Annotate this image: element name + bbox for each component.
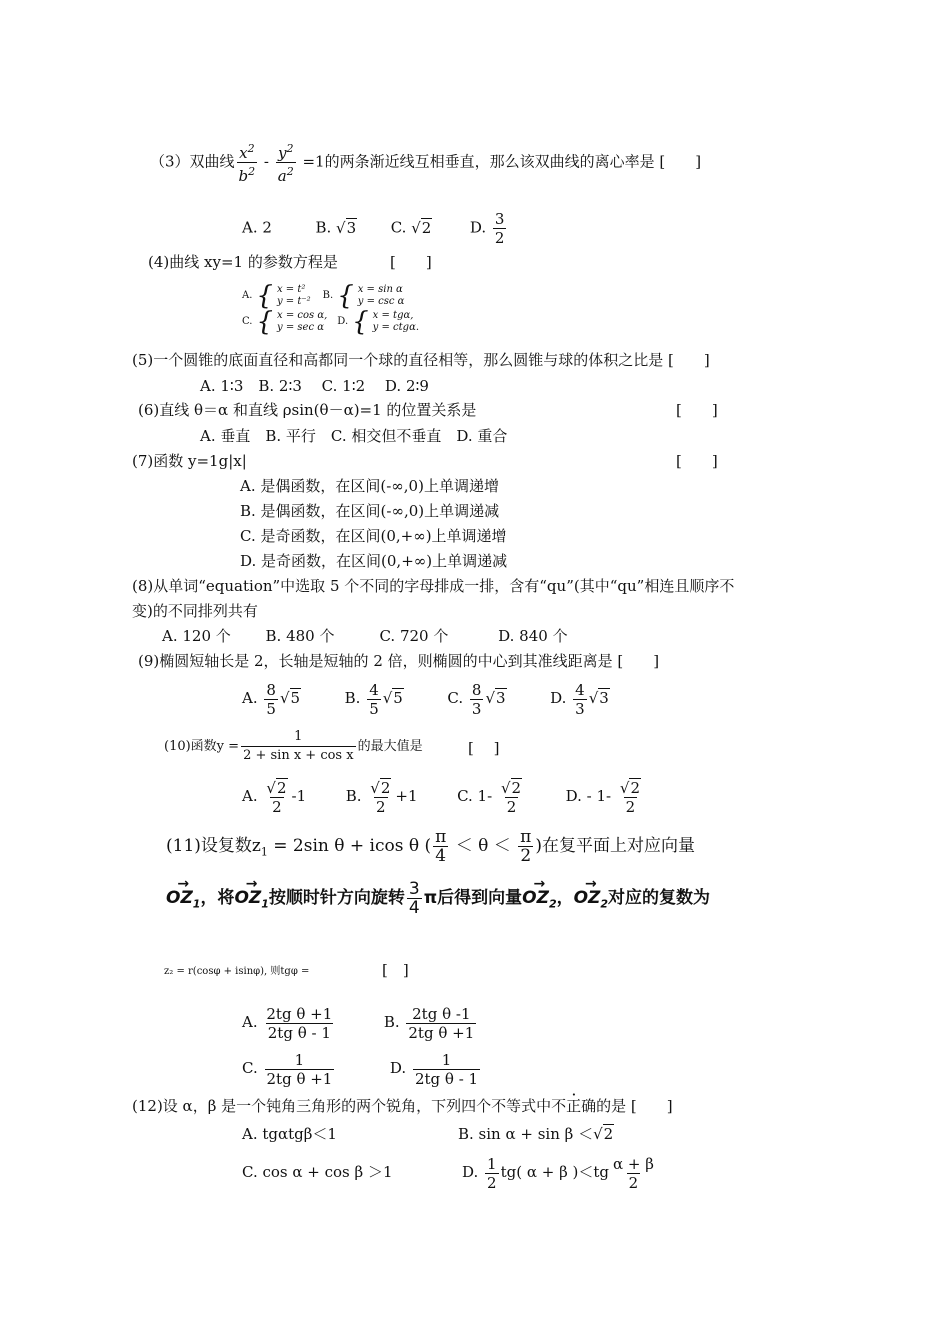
q3-y2-a2-fraction: $\frac{y^2}{a^2}$ (277, 142, 294, 185)
q4-option-c-label: C. (242, 316, 253, 327)
q3-option-b-sqrt: √3 (336, 218, 357, 237)
q3-tail: 的两条渐近线互相垂直，那么该双曲线的离心率是 [ ] (324, 152, 702, 171)
q11-text-c: )在复平面上对应向量 (535, 836, 695, 856)
q11-option-c-fraction: $\frac{1}{\text{2tg θ +1}}$ (266, 1050, 333, 1088)
question-8-line1: (8)从单词“equation”中选取 5 个不同的字母排成一排，含有“qu”(其中“qu”相连且顺序不 (132, 577, 735, 595)
q12-text-b: 的是 [ ] (596, 1097, 673, 1115)
question-8-line2: 变)的不同排列共有 (132, 602, 258, 620)
q11-vector-oz2-b: → $OZ_2$ (574, 878, 608, 924)
q11-text-f: π后得到向量 (423, 888, 523, 908)
q3-option-c-sqrt: √2 (411, 218, 432, 237)
q9-options (242, 678, 610, 718)
q10-option-a-fraction: $\frac{√2}{2}$ (266, 778, 287, 816)
q11-vector-oz1: → $OZ_1$ (166, 878, 200, 924)
q9-option-d-fraction: $\frac{4}{3}$ (575, 680, 585, 718)
q11-inequality: ＜ θ ＜ (450, 836, 517, 856)
q11-option-d-fraction: $\frac{1}{\text{2tg θ - 1}}$ (414, 1050, 479, 1088)
q9-option-c-label: C. (447, 689, 464, 707)
q10-option-c-label: C. 1- (457, 787, 493, 805)
q10-label: (10)函数y = (164, 739, 240, 754)
q12-option-a: A. tgαtgβ＜1 (242, 1125, 337, 1143)
q10-option-d-label: D. - 1- (565, 787, 612, 805)
q3-options (242, 210, 508, 247)
q11-text-d: ，将 (200, 888, 235, 908)
q12-option-d-half: $\frac{1}{2}$ (487, 1154, 497, 1192)
q11-bracket: [ ] (382, 961, 409, 979)
q10-tail: 的最大值是 (357, 739, 423, 754)
q7-option-a: A. 是偶函数，在区间(-∞,0)上单调递增 (240, 477, 499, 495)
q8-options: A. 120 个 B. 480 个 C. 720 个 D. 840 个 (162, 627, 568, 645)
q11-option-c-label: C. (242, 1059, 258, 1077)
q9-option-a-label: A. (242, 689, 258, 707)
q11-text-e: 按顺时针方向旋转 (268, 888, 405, 908)
question-12 (132, 1096, 673, 1116)
q4-c-line1: x = cos α, (277, 310, 328, 321)
q12-option-d-fraction: $\frac{\alpha + \beta}{2}$ (613, 1154, 654, 1192)
q3-option-d-label: D. (469, 218, 491, 237)
q10-option-b-label: B. (345, 787, 362, 805)
q3-label: （3）双曲线 (150, 152, 235, 171)
q4-option-d-brace: { (352, 307, 369, 337)
q4-option-c-brace: { (256, 307, 274, 337)
q4-option-d-label: D. (337, 316, 349, 327)
question-11-line2 (166, 878, 710, 924)
question-10 (164, 728, 423, 766)
q10-option-c-fraction: $\frac{√2}{2}$ (500, 778, 522, 816)
q4-option-a-label: A. (242, 290, 253, 301)
q11-vector-oz1-b: → $OZ_1$ (234, 878, 268, 924)
q11-options-cd (242, 1048, 482, 1088)
q6-bracket: [ ] (676, 401, 718, 419)
q12-option-d-label: D. (462, 1163, 479, 1181)
q11-pi-over-2: $\frac{\pi}{2}$ (520, 827, 532, 866)
q12-option-b-sqrt: √2 (593, 1125, 614, 1143)
q4-b-line1: x = sin α (357, 284, 403, 295)
q11-sub-1: 1 (260, 845, 268, 859)
q3-x2-b2-fraction: $\frac{x^2}{b^2}$ (238, 142, 256, 185)
q11-option-a-fraction: $\frac{\text{2tg θ +1}}{\text{2tg θ - 1}}$ (266, 1004, 333, 1042)
question-3: （3）双曲线 $\frac{x^2}{b^2}$ - $\frac{y^2}{a^2}$ =1的两条渐近线互相垂直，那么该双曲线的离心率是 [ ] (150, 142, 702, 185)
q12-option-b-label: B. sin α + sin β ＜ (458, 1125, 594, 1143)
question-9: (9)椭圆短轴长是 2，长轴是短轴的 2 倍，则椭圆的中心到其准线距离是 [ ] (138, 652, 660, 670)
q7-option-d: D. 是奇函数，在区间(0,+∞)上单调递减 (240, 552, 508, 570)
q12-option-b (458, 1124, 614, 1144)
q11-option-a-label: A. (242, 1013, 258, 1031)
q11-vector-oz2: → $OZ_2$ (522, 878, 556, 924)
q12-option-c: C. cos α + cos β ＞1 (242, 1163, 393, 1181)
q11-text-a: (11)设复数z (166, 836, 261, 856)
q9-option-b-fraction: $\frac{4}{5}$ (369, 680, 379, 718)
q5-options: A. 1∶3 B. 2∶3 C. 1∶2 D. 2∶9 (200, 377, 429, 395)
q9-option-d-label: D. (550, 689, 567, 707)
q9-option-b-label: B. (344, 689, 361, 707)
q7-option-c: C. 是奇函数，在区间(0,+∞)上单调递增 (240, 527, 507, 545)
question-4: (4)曲线 xy=1 的参数方程是 (148, 253, 338, 271)
question-5: (5)一个圆锥的底面直径和高都同一个球的直径相等，那么圆锥与球的体积之比是 [ ] (132, 351, 710, 369)
q4-option-b-label: B. (322, 290, 334, 301)
q3-option-b-label: B. (315, 218, 337, 237)
q9-option-d-sqrt: √3 (588, 689, 609, 707)
q9-option-b-sqrt: √5 (382, 689, 403, 707)
q4-c-line2: y = sec α (277, 322, 324, 333)
q4-option-b-brace: { (337, 281, 354, 311)
q12-option-d-mid: tg( α + β )＜tg (500, 1163, 609, 1181)
q4-d-line1: x = tgα, (372, 310, 414, 321)
q11-option-d-label: D. (389, 1059, 407, 1077)
q10-function-fraction: $\frac{1}{\text{2 + sin x + cos x}}$ (243, 729, 354, 763)
q4-a-line2: y = t⁻² (276, 296, 311, 307)
q4-a-line1: x = t² (276, 284, 306, 295)
q4-b-line2: y = csc α (357, 296, 405, 307)
q10-option-d-fraction: $\frac{√2}{2}$ (619, 778, 640, 816)
q10-option-b-fraction: $\frac{√2}{2}$ (370, 778, 391, 816)
q3-option-a: A. 2 (242, 218, 272, 237)
q12-option-d (462, 1152, 658, 1192)
q7-option-b: B. 是偶函数，在区间(-∞,0)上单调递减 (240, 502, 500, 520)
q10-bracket: [ ] (468, 739, 500, 757)
question-11-line3: z₂ = r(cosφ + isinφ), 则tgφ = (164, 966, 310, 977)
q3-option-d-fraction: $\frac{3}{2}$ (494, 210, 505, 247)
q10-option-b-tail: +1 (395, 787, 418, 805)
q12-text-a: (12)设 α，β 是一个钝角三角形的两个锐角，下列四个不等式中 (132, 1097, 552, 1115)
q10-options (242, 776, 645, 816)
q11-text-h: 对应的复数为 (608, 888, 711, 908)
q3-option-c-label: C. (390, 218, 412, 237)
q9-option-c-fraction: $\frac{8}{3}$ (471, 680, 482, 718)
q4-option-a-brace: { (256, 281, 273, 311)
q9-option-a-sqrt: √5 (279, 689, 301, 707)
q6-options: A. 垂直 B. 平行 C. 相交但不垂直 D. 重合 (200, 427, 508, 445)
q9-option-a-fraction: $\frac{8}{5}$ (266, 680, 276, 718)
q7-bracket: [ ] (676, 452, 718, 470)
q9-option-c-sqrt: √3 (485, 689, 506, 707)
q11-option-b-label: B. (383, 1013, 400, 1031)
question-6: (6)直线 θ＝α 和直线 ρsin(θ－α)=1 的位置关系是 (138, 401, 477, 419)
q12-emphasis-text: 不正确 (551, 1097, 597, 1115)
q4-d-line2: y = ctgα. (372, 322, 420, 333)
q11-pi-over-4: $\frac{\pi}{4}$ (435, 827, 447, 866)
q4-options (242, 281, 420, 337)
q11-three-quarters: $\frac{3}{4}$ (408, 878, 420, 918)
q4-bracket: [ ] (390, 253, 432, 271)
q11-text-b: = 2sin θ + icos θ ( (267, 836, 432, 856)
q11-option-b-fraction: $\frac{\text{2tg θ -1}}{\text{2tg θ +1}}$ (408, 1004, 475, 1042)
q10-option-a-label: A. (242, 787, 258, 805)
question-7: (7)函数 y=1g|x| (132, 452, 247, 470)
q11-text-g: ， (556, 888, 574, 908)
q11-options-ab (242, 1002, 478, 1042)
q10-option-a-tail: -1 (291, 787, 307, 805)
